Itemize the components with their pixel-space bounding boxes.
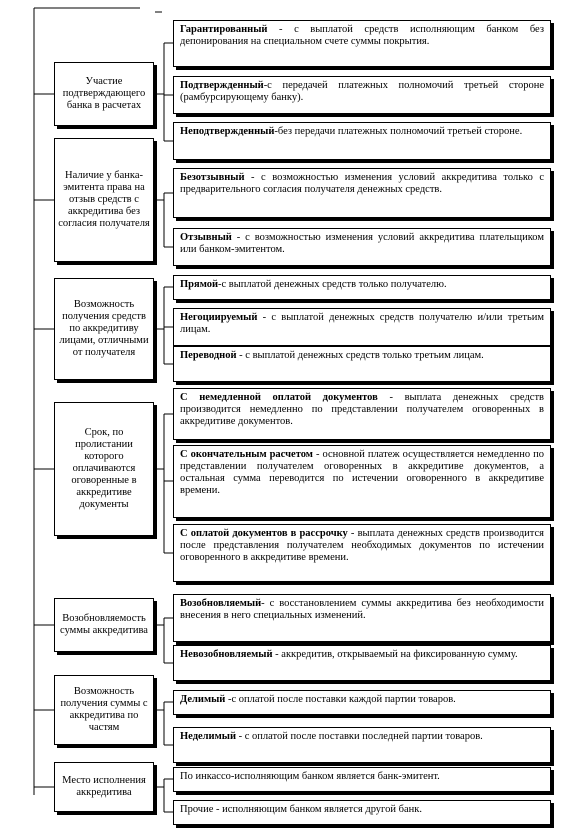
option-term: Отзывный — [180, 232, 232, 243]
option-box — [173, 594, 551, 642]
option-text: -с оплатой после поставки каждой партии товаров. — [225, 694, 456, 705]
option-term: Неподтвержденный — [180, 126, 275, 137]
option-box — [173, 228, 551, 266]
option-box — [173, 690, 551, 715]
option-term: Переводной — [180, 350, 237, 361]
option-text: - с выплатой денежных средств получателю и/или третьим лицам. — [180, 312, 544, 335]
option-box — [173, 122, 551, 160]
option-text: - с восстановлением суммы аккредитива без необходимости внесения в него специальных изменений. — [180, 598, 544, 621]
option-text: - с возможностью изменения условий аккредитива плательщиком или банком-эмитентом. — [180, 232, 544, 255]
category-box: Возможность получения суммы с аккредитива по частям — [54, 675, 154, 745]
option-box — [173, 800, 551, 825]
option-box — [173, 308, 551, 346]
option-term: Прямой — [180, 279, 219, 290]
option-box — [173, 20, 551, 67]
option-box — [173, 524, 551, 582]
option-box — [173, 275, 551, 300]
option-box — [173, 727, 551, 763]
category-box: Место исполнения аккредитива — [54, 762, 154, 812]
option-text: - основной платеж осуществляется немедленно по представлении получателем оговоренных в аккредитиве документов, а остальная сумма переводится по истечении оговоренного в аккредитиве времени. — [180, 449, 545, 496]
option-text: По инкассо-исполняющим банком является банк-эмитент. — [180, 771, 440, 782]
option-text: - с оплатой после поставки последней партии товаров. — [236, 731, 483, 742]
option-text: - с выплатой денежных средств только третьим лицам. — [236, 350, 484, 361]
option-box — [173, 645, 551, 681]
option-term: С оплатой документов в рассрочку — [180, 528, 348, 539]
option-text: -без передачи платежных полномочий третьей стороне. — [274, 126, 523, 137]
option-box — [173, 346, 551, 382]
option-text: - с возможностью изменения условий аккредитива только с предварительного согласия получателя денежных средств. — [180, 172, 544, 195]
option-term: Невозобновляемый — [180, 649, 273, 660]
category-box: Возможность получения средств по аккредитиву лицами, отличными от получателя — [54, 278, 154, 380]
option-box — [173, 76, 551, 114]
option-text: -с выплатой денежных средств только получателю. — [218, 279, 447, 290]
option-term: Гарантированный — [180, 24, 268, 35]
option-term: С окончательным расчетом — [180, 449, 313, 460]
option-text: - выплата денежных средств производится после представления получателем необходимых документов по истечении оговоренного в аккредитиве времени. — [180, 528, 544, 563]
option-text: - аккредитив, открываемый на фиксированную сумму. — [272, 649, 518, 660]
option-text: - с выплатой средств исполняющим банком без депонирования на специальном счете суммы покрытия. — [180, 24, 544, 47]
option-term: Делимый — [180, 694, 226, 705]
option-text: - выплата денежных средств производится немедленно по представлении получателем оговоренных в аккредитиве документов. — [180, 392, 544, 427]
option-term: Негоциируемый — [180, 312, 258, 323]
option-term: Подтвержденный — [180, 80, 264, 91]
option-text: Прочие - исполняющим банком является другой банк. — [180, 804, 422, 815]
option-box — [173, 445, 551, 518]
option-text: -с передачей платежных полномочий третьей стороне (рамбурсирующему банку). — [180, 80, 544, 103]
category-box: Срок, по пролистании которого оплачиваются оговоренные в аккредитиве документы — [54, 402, 154, 536]
category-box: Возобновляемость суммы аккредитива — [54, 598, 154, 652]
option-box — [173, 767, 551, 792]
option-term: Возобновляемый — [180, 598, 262, 609]
option-box — [173, 168, 551, 218]
option-box — [173, 388, 551, 440]
category-box: Участие подтверждающего банка в расчетах — [54, 62, 154, 126]
category-box: Наличие у банка-эмитента права на отзыв средств с аккредитива без согласия получателя — [54, 138, 154, 262]
option-term: Безотзывный — [180, 172, 245, 183]
option-term: С немедленной оплатой документов — [180, 392, 378, 403]
option-term: Неделимый — [180, 731, 237, 742]
